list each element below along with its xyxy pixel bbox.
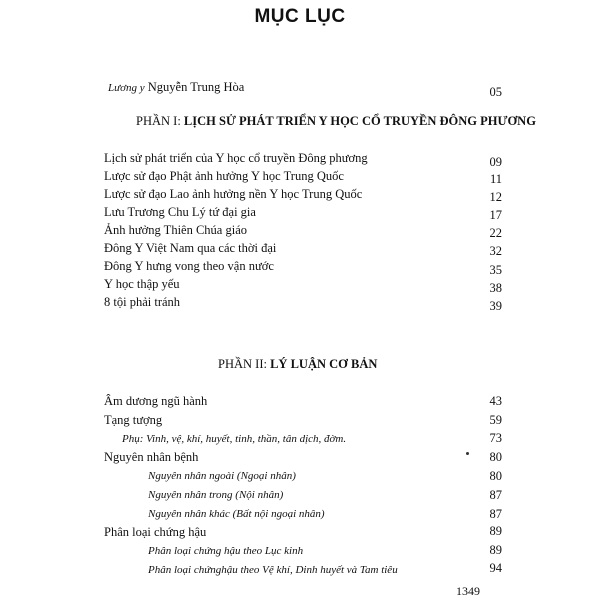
toc-entry-page: 39 [489, 299, 502, 313]
page-number: 1349 [456, 584, 480, 598]
toc-entry: Phân loại chứng hậu [104, 525, 207, 539]
toc-entry: 8 tội phải tránh [104, 295, 181, 309]
toc-entry: Đông Y Việt Nam qua các thời đại [104, 241, 277, 255]
toc-subentry: Nguyên nhân trong (Nội nhân) [148, 489, 284, 501]
toc-entry: Tạng tượng [104, 413, 163, 427]
toc-entry: Lịch sử phát triển của Y học cổ truyền Đông phương [104, 151, 368, 165]
page-title: MỤC LỤC [254, 6, 346, 27]
intro-page: 05 [489, 85, 502, 99]
toc-entry-page: 87 [489, 488, 502, 502]
toc-entry-page: 59 [489, 413, 502, 427]
toc-entry-page: 35 [489, 263, 502, 277]
part1-heading [136, 114, 536, 128]
toc-entry: Y học thập yếu [104, 277, 180, 291]
speck-mark [466, 452, 469, 455]
part2-title: LÝ LUẬN CƠ BẢN [270, 357, 378, 371]
toc-entry: Đông Y hưng vong theo vận nước [104, 259, 274, 273]
toc-entry-page: 38 [489, 281, 502, 295]
toc-entry: Lược sử đạo Lao ảnh hưởng nền Y học Trung Quốc [104, 187, 363, 201]
toc-entry: Âm dương ngũ hành [104, 394, 208, 408]
toc-entry: Nguyên nhân bệnh [104, 450, 199, 464]
toc-subentry: Phân loại chứnghậu theo Vệ khí, Dinh huyết và Tam tiêu [148, 564, 398, 576]
toc-subentry: Phân loại chứng hậu theo Lục kinh [148, 545, 304, 557]
toc-entry-page: 22 [489, 226, 502, 240]
intro-prefix: Lương y [108, 82, 145, 94]
toc-entry-page: 80 [489, 469, 502, 483]
toc-subentry: Nguyên nhân ngoài (Ngoại nhân) [148, 470, 296, 482]
toc-entry-page: 89 [489, 524, 502, 538]
toc-entry-page: 89 [489, 543, 502, 557]
toc-entry-page: 73 [489, 431, 502, 445]
toc-entry: Ảnh hưởng Thiên Chúa giáo [104, 223, 247, 237]
part2-heading [218, 357, 377, 371]
toc-entry-page: 17 [489, 208, 502, 222]
toc-entry-page: 87 [489, 507, 502, 521]
toc-entry: Lưu Trương Chu Lý tứ đại gia [104, 205, 256, 219]
intro-line [108, 80, 244, 95]
toc-entry-page: 32 [489, 244, 502, 258]
intro-name: Nguyễn Trung Hòa [147, 80, 245, 94]
toc-entry-page: 80 [489, 450, 502, 464]
part1-title: LỊCH SỬ PHÁT TRIỂN Y HỌC CỔ TRUYỀN ĐÔNG PHƯƠNG [183, 114, 536, 128]
toc-entry-page: 11 [489, 172, 502, 186]
part2-label: PHẦN II: [218, 357, 267, 371]
toc-subentry: Phụ: Vinh, vệ, khí, huyết, tinh, thần, tân dịch, đờm. [122, 433, 347, 445]
toc-subentry: Nguyên nhân khác (Bất nội ngoại nhân) [148, 508, 325, 520]
toc-entry-page: 09 [489, 155, 502, 169]
toc-entry-page: 43 [489, 394, 502, 408]
toc-entry-page: 94 [489, 561, 502, 575]
part1-label: PHẦN I: [136, 114, 181, 128]
toc-entry: Lược sử đạo Phật ảnh hưởng Y học Trung Quốc [104, 169, 344, 183]
toc-entry-page: 12 [489, 190, 502, 204]
